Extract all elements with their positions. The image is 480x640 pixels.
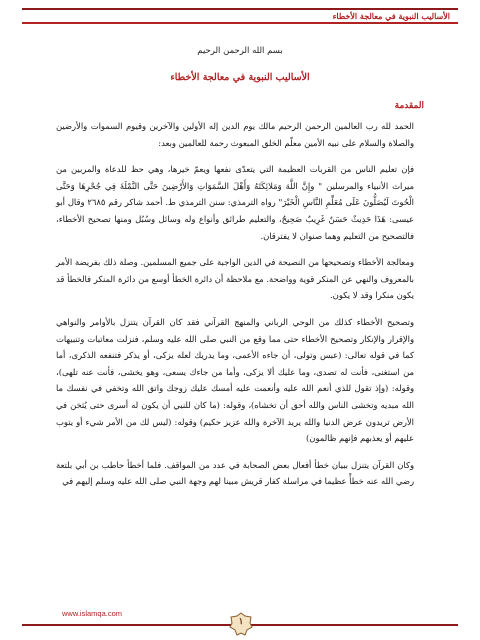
page-number-badge xyxy=(229,612,253,636)
running-header-title: الأساليب النبوية في معالجة الأخطاء xyxy=(329,11,454,21)
paragraph-5: وكان القرآن يتنزل ببيان خطأ أفعال بعض الصحابة في عدد من المواقف. فلما أخطأ حاطب بن أبي بلتعة رضي الله عنه خطأً عظيما في مراسلة كفار قريش مبينا لهم وجهة النبي صلى الله عليه وسلم إليهم في xyxy=(56,459,414,487)
paragraph-2: فإن تعليم الناس من القربات العظيمة التي يتعدّى نفعها ويعمّ خيرها، وهي حظ للدعاة والمربين من ميراث الأنبياء والمرسلين " وإِنَّ اللَّهَ وَمَلائِكَتَهُ وَأَهْلَ السَّمَوَاتِ وَالأَرْضِينَ حَتَّى النَّمْلَةَ فِي جُحْرِهَا وَحَتَّى الْحُوتَ لَيُصَلُّونَ عَلَى مُعَلِّمِ النَّاسِ الْخَيْرَ" رواه الترمذي: سنن الترمذي ط. أحمد شاكر رقم ٢٦٨٥ وقال أبو عيسى: هَذَا حَدِيثٌ حَسَنٌ غَرِيبٌ صَحِيحٌ، والتعليم طرائق وأنواع وله وسائل وسُبُل ومنها تصحيح الأخطاء، فالتصحيح من التعليم وهما صنوان لا يفترقان. xyxy=(56,164,414,241)
paragraph-3: ومعالجة الأخطاء وتصحيحها من النصيحة في الدين الواجبة على جميع المسلمين. وصلة ذلك بفريضة الأمر بالمعروف والنهي عن المنكر قوية وواضحة. مع ملاحظة أن دائرة الخطأ أوسع من دائرة المنكر فالخطأ قد يكون منكرا وقد لا يكون. xyxy=(56,257,414,301)
page-number: ١ xyxy=(238,617,244,627)
footer-url-link[interactable]: www.islamqa.com xyxy=(62,609,123,618)
header-underline-rule xyxy=(22,22,458,24)
paragraph-1: الحمد لله رب العالمين الرحمن الرحيم مالك يوم الدين إله الأولين والآخرين وقيوم السموات والأرضين والصلاة والسلام على نبيه الأمين معلّم الخلق المبعوث رحمة للعالمين وبعد: xyxy=(56,121,414,148)
paragraph-4: وتصحيح الأخطاء كذلك من الوحي الرباني والمنهج القرآني فقد كان القرآن يتنزل بالأوامر والنواهي والإقرار والإنكار وتصحيح الأخطاء حتى مما وقع من النبي صلى الله عليه وسلم، فنزلت معاتبات وتنبيهات كما في قوله تعالى: (عبس وتولى، أن جاءه الأعمى، وما يدريك لعله يزكى، أو يذكر فتنفعه الذكرى، أما من استغنى، فأنت له تصدى، وما عليك ألا يزكى، وأما من جاءك يسعى، وهو يخشى، فأنت عنه تلهى)، وقوله: (وإذ تقول للذي أنعم الله عليه وأنعمت عليه أمسك عليك زوجك واتق الله وتخفي في نفسك ما الله مبديه وتخشى الناس والله أحق أن تخشاه)، وقوله: (ما كان للنبي أن يكون له أسرى حتى يُثخن في الأرض تريدون عرض الدنيا والله يريد الآخرة والله عزيز حكيم) وقوله: (ليس لك من الأمر شيء أو يتوب عليهم أو يعذبهم فإنهم ظالمون) xyxy=(56,316,414,444)
section-heading: المقدمة xyxy=(394,101,424,111)
page-title: الأساليب النبوية في معالجة الأخطاء xyxy=(170,72,310,83)
basmala: بسم الله الرحمن الرحيم xyxy=(197,46,283,56)
top-border-rule xyxy=(22,8,458,10)
body-text xyxy=(56,118,414,500)
